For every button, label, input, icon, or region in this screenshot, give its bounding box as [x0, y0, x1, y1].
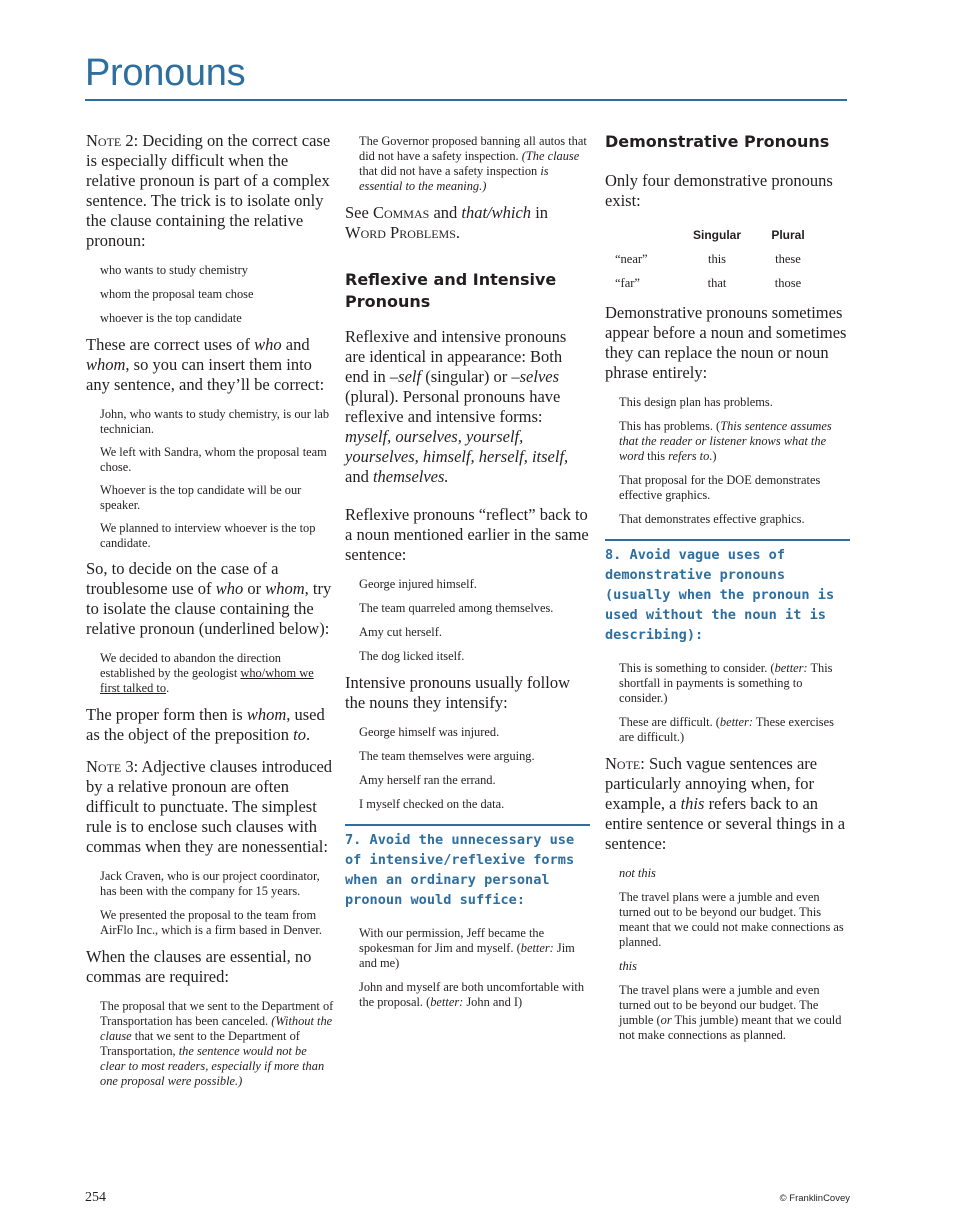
note-3-paragraph: Note 3: Adjective clauses introduced by a relative pronoun are often difficult to punctuate. The simplest rule is to enclose such clauses with commas when they are nonessential:: [86, 757, 333, 856]
rule-7-box: [345, 824, 590, 910]
correct-uses-paragraph: These are correct uses of who and whom, so you can insert them into any sentence, and they’ll be correct:: [86, 335, 325, 394]
table-row: [615, 247, 821, 271]
demonstrative-example: This has problems. (This sentence assumes that the reader or listener knows what the word this refers to.): [619, 419, 832, 463]
table-cell: these: [775, 252, 801, 266]
rule-8-box: [605, 539, 850, 645]
sentence-example: John, who wants to study chemistry, is our lab technician.: [100, 407, 330, 436]
reflect-paragraph: Reflexive pronouns “reflect” back to a noun mentioned earlier in the same sentence:: [345, 505, 589, 564]
clause-example: who wants to study chemistry: [100, 263, 248, 277]
reflexive-heading: Reflexive and Intensive Pronouns: [345, 270, 557, 311]
proper-form-paragraph: The proper form then is whom, used as the object of the preposition to.: [86, 705, 325, 744]
column-1: [86, 131, 334, 1098]
table-header: Singular: [692, 228, 741, 242]
governor-example: The Governor proposed banning all autos that did not have a safety inspection. (The clause that did not have a safety inspection is essential to the meaning.): [359, 134, 587, 193]
demonstrative-table: [615, 223, 821, 295]
page-title: Pronouns: [85, 52, 246, 94]
table-cell: “far”: [615, 276, 640, 290]
decide-case-paragraph: So, to decide on the case of a troublesome use of who or whom, try to isolate the clause containing the relative pronoun (underlined below):: [86, 559, 332, 638]
demonstrative-heading: Demonstrative Pronouns: [605, 132, 830, 151]
note-2-paragraph: Note 2: Deciding on the correct case is especially difficult when the relative pronoun is part of a complex sentence. The trick is to isolate only the clause containing the relative pronoun:: [86, 131, 331, 250]
table-row: [615, 271, 821, 295]
demonstrative-example: That demonstrates effective graphics.: [619, 512, 805, 526]
sentence-example: We left with Sandra, whom the proposal team chose.: [100, 445, 327, 474]
not-this-example: The travel plans were a jumble and even turned out to be beyond our budget. This meant that we could not make connections as planned.: [619, 890, 844, 949]
clause-example: whoever is the top candidate: [100, 311, 242, 325]
rule-7-example: John and myself are both uncomfortable with the proposal. (better: John and I): [359, 980, 585, 1009]
intensive-example: George himself was injured.: [359, 725, 500, 739]
column-2: [345, 131, 590, 1019]
sometimes-paragraph: Demonstrative pronouns sometimes appear before a noun and sometimes they can replace the noun or noun phrase entirely:: [605, 303, 847, 382]
proposal-example: The proposal that we sent to the Department of Transportation has been canceled. (Without the clause that we sent to the Department of Transportation, the sentence would not be clear to most readers, especially if more than one proposal were possible.): [100, 999, 334, 1088]
intensive-example: The team themselves were arguing.: [359, 749, 535, 763]
only-four-paragraph: Only four demonstrative pronouns exist:: [605, 171, 833, 210]
essential-paragraph: When the clauses are essential, no commas are required:: [86, 947, 312, 986]
table-header: Plural: [771, 228, 805, 242]
intensive-paragraph: Intensive pronouns usually follow the nouns they intensify:: [345, 673, 571, 712]
reflexive-example: Amy cut herself.: [359, 625, 442, 639]
note-paragraph: Note: Such vague sentences are particularly annoying when, for example, a this refers back to an entire sentence or several things in a sentence:: [605, 754, 846, 853]
intensive-example: Amy herself ran the errand.: [359, 773, 496, 787]
reflexive-paragraph: Reflexive and intensive pronouns are identical in appearance: Both end in –self (singular) or –selves (plural). Personal pronouns have reflexive and intensive forms: myself, ourselves, yourself, yourselves, himself, herself, itself, and themselves.: [345, 327, 569, 486]
sentence-example: Jack Craven, who is our project coordinator, has been with the company for 15 years.: [100, 869, 320, 898]
sentence-example: We planned to interview whoever is the top candidate.: [100, 521, 316, 550]
sentence-example: Whoever is the top candidate will be our speaker.: [100, 483, 302, 512]
table-header: [615, 223, 679, 247]
not-this-label: not this: [619, 866, 656, 880]
table-cell: that: [707, 276, 727, 290]
sentence-example: We presented the proposal to the team from AirFlo Inc., which is a firm based in Denver.: [100, 908, 322, 937]
underlined-example: We decided to abandon the direction established by the geologist who/whom we first talked to.: [100, 651, 314, 695]
table-cell: “near”: [615, 252, 648, 266]
table-cell: this: [707, 252, 727, 266]
clause-example: whom the proposal team chose: [100, 287, 254, 301]
demonstrative-example: This design plan has problems.: [619, 395, 773, 409]
demonstrative-example: That proposal for the DOE demonstrates effective graphics.: [619, 473, 821, 502]
reflexive-example: The dog licked itself.: [359, 649, 465, 663]
rule-7-example: With our permission, Jeff became the spokesman for Jim and myself. (better: Jim and me): [359, 926, 575, 970]
reflexive-example: The team quarreled among themselves.: [359, 601, 554, 615]
this-example: The travel plans were a jumble and even turned out to be beyond our budget. The jumble (or This jumble) meant that we could not make connections as planned.: [619, 983, 842, 1042]
intensive-example: I myself checked on the data.: [359, 797, 505, 811]
rule-8-example: This is something to consider. (better: This shortfall in payments is something to consider.): [619, 661, 833, 705]
see-also-paragraph: See Commas and that/which in Word Problems.: [345, 203, 549, 242]
rule-8-heading: 8. Avoid vague uses of demonstrative pronouns (usually when the pronoun is used without the noun it is describing):: [605, 547, 835, 643]
page-number: 254: [85, 1190, 106, 1205]
copyright: © FranklinCovey: [779, 1193, 850, 1204]
title-divider: [85, 99, 847, 101]
reflexive-example: George injured himself.: [359, 577, 477, 591]
rule-7-heading: 7. Avoid the unnecessary use of intensive/reflexive forms when an ordinary personal pronoun would suffice:: [345, 832, 575, 908]
rule-8-example: These are difficult. (better: These exercises are difficult.): [619, 715, 834, 744]
column-3: [605, 131, 850, 1052]
table-cell: those: [774, 276, 802, 290]
this-label: this: [619, 959, 637, 973]
